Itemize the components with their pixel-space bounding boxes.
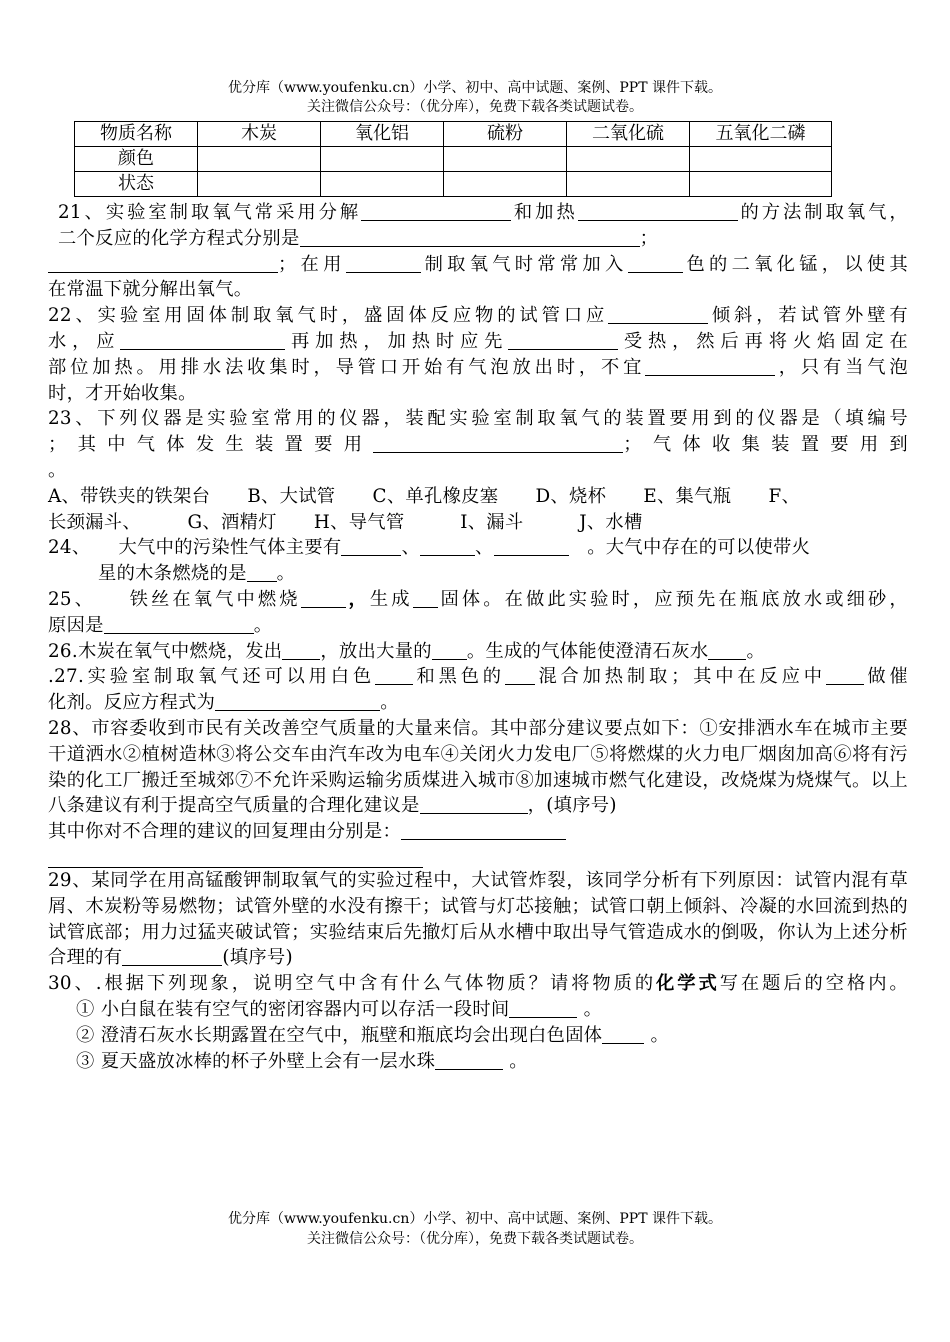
q30-line-1: 30、.根据下列现象，说明空气中含有什么气体物质？请将物质的化学式写在题后的空格内。 [48, 973, 909, 995]
answer-blank[interactable] [215, 691, 380, 711]
table-header-cell: 硫粉 [444, 122, 567, 147]
answer-blank[interactable] [420, 794, 528, 814]
table-cell[interactable] [444, 172, 567, 197]
q23-line-2: ；其中气体发生装置要用 ；气体收集装置要用到 [48, 434, 908, 456]
q22-line-4: 时，才开始收集。 [48, 382, 197, 404]
answer-blank[interactable] [628, 253, 683, 273]
header-line-1: 优分库（www.youfenku.cn）小学、初中、高中试题、案例、PPT 课件下载。 [227, 80, 722, 96]
table-header-cell: 氧化铝 [321, 122, 444, 147]
table-cell[interactable] [690, 147, 832, 172]
table-cell[interactable] [198, 147, 321, 172]
answer-blank[interactable] [420, 536, 475, 556]
q23-line-1: 23、下列仪器是实验室常用的仪器，装配实验室制取氧气的装置要用到的仪器是（填编号 [48, 408, 908, 430]
table-row [75, 147, 832, 172]
q27-line-1: .27.实验室制取氧气还可以用白色 和黑色的 混合加热制取；其中在反应中 做催 [48, 666, 909, 688]
table-header-row [75, 122, 832, 147]
answer-blank[interactable] [282, 640, 320, 660]
answer-blank[interactable] [48, 253, 278, 273]
q30-item-3: ③ 夏天盛放冰棒的杯子外壁上会有一层水珠 。 [76, 1050, 528, 1072]
answer-blank[interactable] [48, 845, 423, 868]
q22-line-3: 部位加热。用排水法收集时，导管口开始有气泡放出时，不宜 ，只有当气泡 [48, 356, 908, 378]
table-row-label: 状态 [75, 172, 198, 197]
answer-blank[interactable] [120, 330, 285, 350]
table-header-cell: 物质名称 [75, 122, 198, 147]
table-cell[interactable] [198, 172, 321, 197]
q29-paragraph: 29、某同学在用高锰酸钾制取氧气的实验过程中，大试管炸裂，该同学分析有下列原因：试管内混有草屑、木炭粉等易燃物；试管外壁的水没有擦干；试管与灯芯接触；试管口朝上倾斜、冷凝的水回流到热的试管底部；用力过猛夹破试管；实验结束后先撤灯后从水槽中取出导气管造成水的倒吸，你认为上述分析合理的有 (填序号) [48, 869, 908, 969]
q22-line-2: 水，应 再加热，加热时应先 受热，然后再将火焰固定在 [48, 330, 908, 352]
answer-blank[interactable] [401, 820, 566, 840]
table-row-label: 颜色 [75, 147, 198, 172]
answer-blank[interactable] [373, 433, 623, 453]
q23-options-1: A、带铁夹的铁架台 B、大试管 C、单孔橡皮塞 D、烧杯 E、集气瓶 F、 [48, 485, 801, 507]
q27-line-2: 化剂。反应方程式为 。 [48, 692, 399, 714]
q30-item-1: ① 小白鼠在装有空气的密闭容器内可以存活一段时间 。 [76, 998, 603, 1020]
answer-blank[interactable] [578, 201, 738, 221]
footer-line-1: 优分库（www.youfenku.cn）小学、初中、高中试题、案例、PPT 课件下载。 [227, 1211, 722, 1227]
q21-line-1: 21、实验室制取氧气常采用分解 和加热 的方法制取氧气， [58, 202, 908, 223]
table-header-cell: 五氧化二磷 [690, 122, 832, 147]
table-row [75, 172, 832, 197]
answer-blank[interactable] [435, 1050, 503, 1070]
answer-blank[interactable] [608, 304, 708, 324]
q25-line-1: 25、 铁丝在氧气中燃烧 ，生成 固体。在做此实验时，应预先在瓶底放水或细砂， [48, 588, 908, 610]
q23-options-2: 长颈漏斗、 G、酒精灯 H、导气管 I、漏斗 J、水槽 [48, 511, 643, 533]
q21-line-3: ；在用 制取氧气时常常加入 色的二氧化锰，以使其 [48, 252, 908, 278]
answer-blank[interactable] [341, 536, 401, 556]
answer-blank[interactable] [602, 1024, 644, 1044]
answer-blank[interactable] [645, 356, 775, 376]
answer-blank[interactable] [247, 562, 277, 582]
answer-blank[interactable] [826, 665, 864, 685]
answer-blank[interactable] [122, 946, 222, 966]
q28-line-reason: 其中你对不合理的建议的回复理由分别是： [48, 819, 908, 845]
answer-blank[interactable] [505, 665, 535, 685]
question-content [48, 200, 908, 1074]
header-line-2: 关注微信公众号：（优分库），免费下载各类试题试卷。 [307, 99, 643, 115]
answer-blank[interactable] [300, 227, 640, 247]
table-cell[interactable] [690, 172, 832, 197]
q30-item-2: ② 澄清石灰水长期露置在空气中，瓶壁和瓶底均会出现白色固体 。 [76, 1024, 670, 1046]
answer-blank[interactable] [508, 330, 618, 350]
table-cell[interactable] [444, 147, 567, 172]
q21-line-4: 在常温下就分解出氧气。 [48, 279, 253, 301]
answer-blank[interactable] [375, 665, 413, 685]
table-cell[interactable] [567, 172, 690, 197]
answer-blank[interactable] [509, 998, 577, 1018]
table-header-cell: 二氧化硫 [567, 122, 690, 147]
answer-blank[interactable] [301, 588, 346, 608]
q24-line-2: 星的木条燃烧的是 。 [98, 563, 296, 585]
q23-line-3: 。 [48, 459, 67, 481]
q26-line: 26.木炭在氧气中燃烧，发出 ，放出大量的 。生成的气体能使澄清石灰水 。 [48, 640, 766, 662]
answer-blank[interactable] [413, 588, 438, 608]
q22-line-1: 22、实验室用固体制取氧气时，盛固体反应物的试管口应 倾斜，若试管外壁有 [48, 305, 908, 327]
q28-paragraph: 28、市容委收到市民有关改善空气质量的大量来信。其中部分建议要点如下：①安排洒水车在城市主要干道洒水②植树造林③将公交车由汽车改为电车④关闭火力发电厂⑤将燃煤的火力电厂烟囱加高⑥将有污染的化工厂搬迁至城郊⑦不允许采购运输劣质煤进入城市⑧加速城市燃气化建设，改烧煤为烧煤气。以上八条建议有利于提高空气质量的合理化建议是 ，(填序号) [48, 717, 908, 817]
footer-line-2: 关注微信公众号：（优分库），免费下载各类试题试卷。 [307, 1231, 643, 1247]
answer-blank[interactable] [346, 253, 421, 273]
answer-blank[interactable] [104, 614, 254, 634]
q24-line-1: 24、 大气中的污染性气体主要有 、 、 。大气中存在的可以使带火 [48, 537, 811, 559]
q25-line-2: 原因是 。 [48, 614, 273, 636]
substance-table [74, 121, 832, 197]
table-cell[interactable] [321, 172, 444, 197]
table-cell[interactable] [567, 147, 690, 172]
answer-blank[interactable] [708, 640, 746, 660]
bold-keyword: 化学式 [656, 973, 720, 995]
answer-blank[interactable] [432, 640, 467, 660]
table-header-cell: 木炭 [198, 122, 321, 147]
table-cell[interactable] [321, 147, 444, 172]
answer-blank[interactable] [361, 201, 511, 221]
answer-blank[interactable] [494, 536, 569, 556]
q21-line-2: 二个反应的化学方程式分别是 ； [58, 227, 659, 249]
